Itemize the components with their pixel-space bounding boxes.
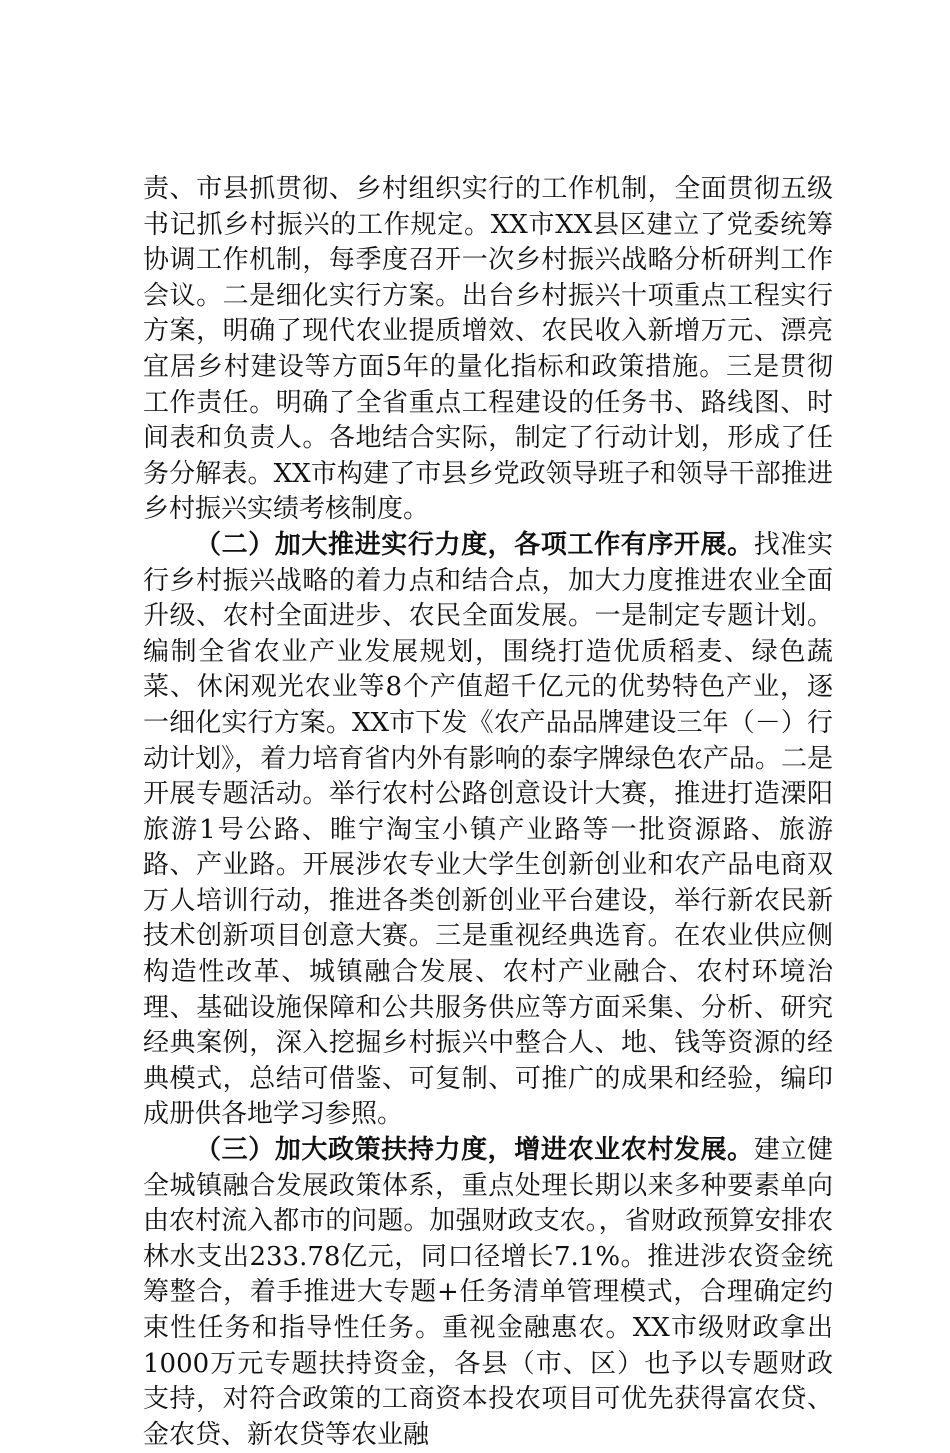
paragraph-3-body: 建立健全城镇融合发展政策体系，重点处理长期以来多种要素单向由农村流入都市的问题。加强财政支农。，省财政预算安排农林水支出233.78亿元，同口径增长7.1%。推进涉农资金统筹整合，着手推进大专题+任务清单管理模式，合理确定约束性任务和指导性任务。重视金融惠农。XX市级财政拿出1000万元专题扶持资金，各县（市、区）也予以专题财政支持，对符合政策的工商资本投农项目可优先获得富农贷、金农贷、新农贷等农业融 bbox=[143, 1135, 833, 1450]
paragraph-2-body: 找准实行乡村振兴战略的着力点和结合点，加大力度推进农业全面升级、农村全面进步、农民全面发展。一是制定专题计划。编制全省农业产业发展规划，围绕打造优质稻麦、绿色蔬菜、休闲观光农业等8个产值超千亿元的优势特色产业，逐一细化实行方案。XX市下发《农产品品牌建设三年（－）行动计划》，着力培育省内外有影响的泰字牌绿色农产品。二是开展专题活动。举行农村公路创意设计大赛，推进打造溧阳旅游1号公路、睢宁淘宝小镇产业路等一批资源路、旅游路、产业路。开展涉农专业大学生创新创业和农产品电商双万人培训行动，推进各类创新创业平台建设，举行新农民新技术创新项目创意大赛。三是重视经典选育。在农业供应侧构造性改革、城镇融合发展、农村产业融合、农村环境治理、基础设施保障和公共服务供应等方面采集、分析、研究经典案例，深入挖掘乡村振兴中整合人、地、钱等资源的经典模式，总结可借鉴、可复制、可推广的成果和经验，编印成册供各地学习参照。 bbox=[143, 529, 833, 1130]
paragraph-3-heading: （三）加大政策扶持力度，增进农业农村发展。 bbox=[195, 1135, 754, 1166]
paragraph-3 bbox=[143, 1133, 833, 1453]
paragraph-1-text: 责、市县抓贯彻、乡村组织实行的工作机制，全面贯彻五级书记抓乡村振兴的工作规定。XX市XX县区建立了党委统筹协调工作机制，每季度召开一次乡村振兴战略分析研判工作会议。二是细化实行方案。出台乡村振兴十项重点工程实行方案，明确了现代农业提质增效、农民收入新增万元、漂亮宜居乡村建设等方面5年的量化指标和政策措施。三是贯彻工作责任。明确了全省重点工程建设的任务书、路线图、时间表和负责人。各地结合实际，制定了行动计划，形成了任务分解表。XX市构建了市县乡党政领导班子和领导干部推进乡村振兴实绩考核制度。 bbox=[143, 174, 833, 525]
paragraph-2 bbox=[143, 528, 833, 1133]
paragraph-1 bbox=[143, 172, 833, 528]
paragraph-2-heading: （二）加大推进实行力度，各项工作有序开展。 bbox=[195, 529, 754, 560]
document-page bbox=[143, 172, 833, 1453]
